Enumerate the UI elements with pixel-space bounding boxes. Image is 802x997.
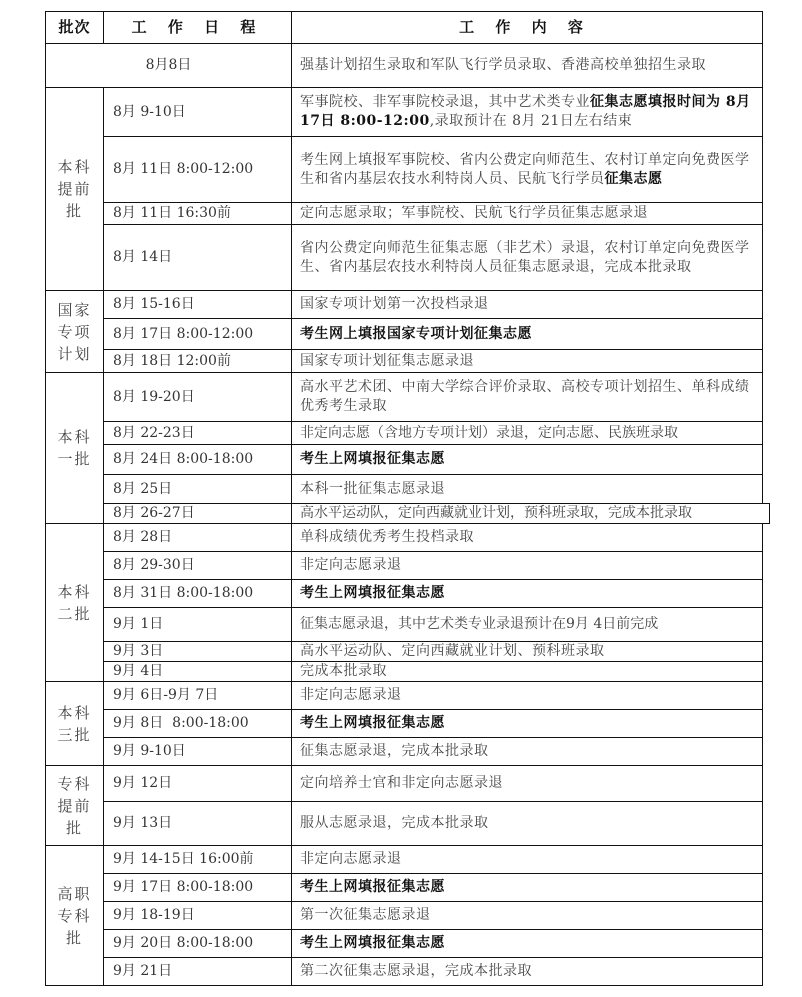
row-date: 9月 9-10日: [103, 737, 292, 766]
batch-name: 国家专项计划: [57, 300, 92, 363]
row-content: [291, 136, 763, 203]
row-content: 单科成绩优秀考生投档录取: [291, 523, 763, 552]
row-date: 8月 15-16日: [103, 290, 292, 319]
row-content: 非定向志愿录退: [291, 681, 763, 710]
row-date: 9月 18-19日: [103, 901, 292, 930]
row-date: 8月 11日 16:30前: [103, 202, 292, 225]
content-text: 考生网上填报军事院校、省内公费定向师范生、农村订单定向免费医学生和省内基层农技水利特岗人员、民航飞行学员: [300, 151, 750, 187]
row-date: 9月 4日: [103, 661, 292, 682]
row-date: 8月 22-23日: [103, 421, 292, 445]
batch-label: [45, 765, 104, 846]
row-date: 8月 17日 8:00-12:00: [103, 318, 292, 350]
row-content: 非定向志愿录退: [291, 845, 763, 874]
row-content: 国家专项计划第一次投档录退: [291, 290, 763, 319]
row-date: 9月 14-15日 16:00前: [103, 845, 292, 874]
row-date: 9月 12日: [103, 765, 292, 802]
row-date: 9月 3日: [103, 641, 292, 662]
row-content: 服从志愿录退，完成本批录取: [291, 801, 763, 846]
batch-name: 本科三批: [57, 703, 92, 744]
row-content: 高水平运动队、定向西藏就业计划、预科班录取: [291, 641, 763, 662]
row-content: 考生上网填报征集志愿: [291, 579, 763, 608]
row-content: 考生上网填报征集志愿: [291, 444, 763, 475]
row-content: 定向志愿录取；军事院校、民航飞行学员征集志愿录退: [291, 202, 763, 225]
content-bold-text: 征集志愿填报时间为 8月 17日 8:00-12:00: [300, 94, 751, 129]
batch-label: [45, 290, 104, 373]
first-row-content: 强基计划招生录取和军队飞行学员录取、香港高校单独招生录取: [291, 43, 763, 88]
row-content: 考生网上填报国家专项计划征集志愿: [291, 318, 763, 350]
row-content: 本科一批征集志愿录退: [291, 474, 763, 504]
row-date: 9月 6日-9月 7日: [103, 681, 292, 710]
row-date: 9月 8日 8:00-18:00: [103, 709, 292, 738]
row-date: 8月 26-27日: [103, 503, 292, 524]
header-content: 工 作 内 容: [291, 11, 763, 44]
row-content: 高水平运动队，定向西藏就业计划，预科班录取，完成本批录取: [291, 503, 770, 524]
row-content: 考生上网填报征集志愿: [291, 873, 763, 902]
row-content: 第一次征集志愿录退: [291, 901, 763, 930]
row-content: 非定向志愿录退: [291, 551, 763, 580]
row-date: 8月 31日 8:00-18:00: [103, 579, 292, 608]
batch-name: 本科二批: [57, 582, 92, 623]
row-date: 9月 13日: [103, 801, 292, 846]
batch-name: 专科提前批: [57, 774, 92, 837]
row-date: 8月 9-10日: [103, 87, 292, 137]
row-date: 8月 14日: [103, 224, 292, 291]
batch-label: [45, 845, 104, 986]
batch-name: 本科一批: [57, 428, 92, 468]
row-content: [291, 87, 763, 137]
batch-label: [45, 372, 104, 524]
header-batch: 批次: [45, 11, 104, 44]
row-date: 8月 18日 12:00前: [103, 349, 292, 373]
row-content: 非定向志愿（含地方专项计划）录退，定向志愿、民族班录取: [291, 421, 763, 445]
batch-label: [45, 681, 104, 766]
row-date: 9月 1日: [103, 607, 292, 642]
row-content: 高水平艺术团、中南大学综合评价录取、高校专项计划招生、单科成绩优秀考生录取: [291, 372, 763, 422]
row-content: 完成本批录取: [291, 661, 763, 682]
batch-label: [45, 523, 104, 682]
row-date: 8月 11日 8:00-12:00: [103, 136, 292, 203]
batch-name: 高职专科批: [57, 884, 92, 947]
row-content: 省内公费定向师范生征集志愿（非艺术）录退，农村订单定向免费医学生、省内基层农技水利特岗人员征集志愿录退，完成本批录取: [291, 224, 763, 291]
row-content: 征集志愿录退，完成本批录取: [291, 737, 763, 766]
content-text: 军事院校、非军事院校录退，其中艺术类专业: [300, 94, 590, 110]
row-date: 9月 20日 8:00-18:00: [103, 929, 292, 958]
row-date: 8月 24日 8:00-18:00: [103, 444, 292, 475]
row-content: 第二次征集志愿录退，完成本批录取: [291, 957, 763, 986]
header-schedule: 工 作 日 程: [103, 11, 292, 44]
content-text: ,录取预计在 8月 21日左右结束: [429, 113, 633, 129]
row-date: 8月 29-30日: [103, 551, 292, 580]
content-bold-text: 征集志愿: [604, 170, 663, 187]
row-content: 考生上网填报征集志愿: [291, 709, 763, 738]
first-row-date: 8月8日: [45, 43, 292, 88]
row-content: 国家专项计划征集志愿录退: [291, 349, 763, 373]
batch-name: 本科提前批: [57, 158, 92, 220]
batch-label: [45, 87, 104, 291]
row-date: 9月 17日 8:00-18:00: [103, 873, 292, 902]
row-content: 征集志愿录退，其中艺术类专业录退预计在9月 4日前完成: [291, 607, 763, 642]
row-content: 定向培养士官和非定向志愿录退: [291, 765, 763, 802]
row-date: 8月 19-20日: [103, 372, 292, 422]
admission-schedule-table: [45, 11, 763, 986]
row-date: 8月 28日: [103, 523, 292, 552]
row-content: 考生上网填报征集志愿: [291, 929, 763, 958]
row-date: 9月 21日: [103, 957, 292, 986]
row-date: 8月 25日: [103, 474, 292, 504]
